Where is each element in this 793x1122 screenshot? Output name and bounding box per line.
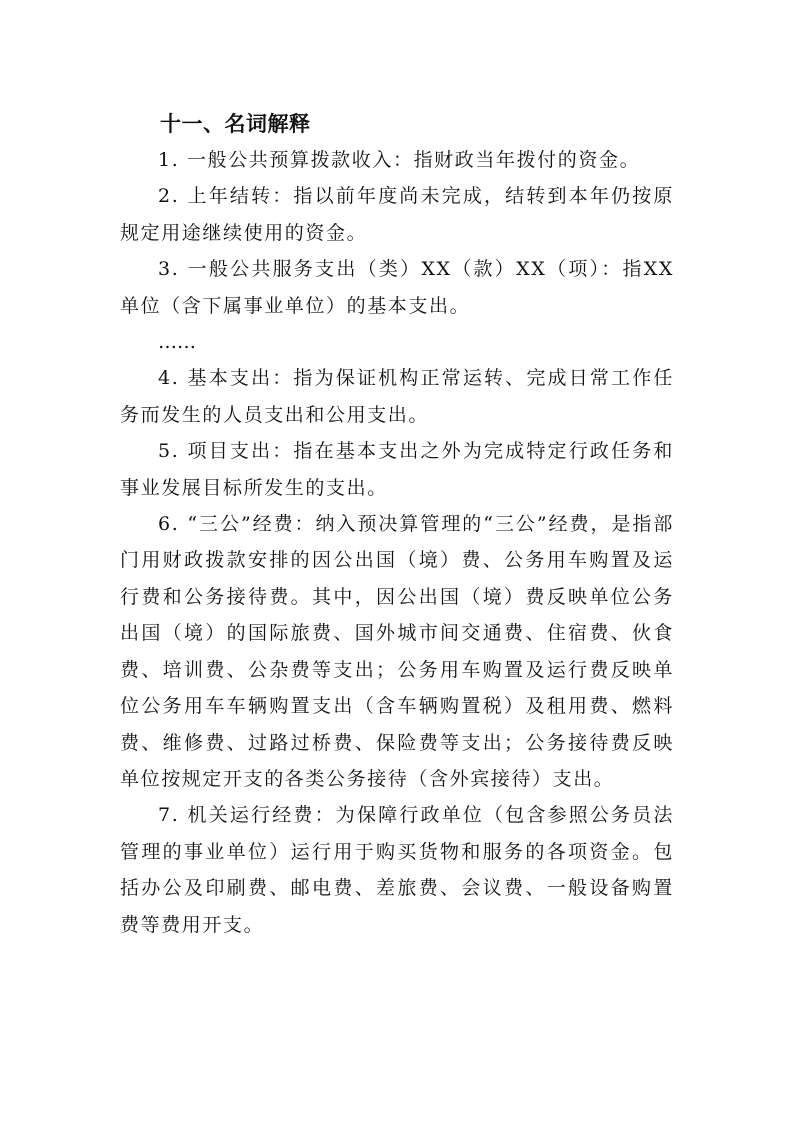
definition-item-1: 1. 一般公共预算拨款收入：指财政当年拨付的资金。	[158, 149, 641, 171]
definition-ellipsis: ……	[158, 331, 196, 354]
definition-item-2: 2. 上年结转：指以前年度尚未完成，结转到本年仍按原规定用途继续使用的资金。	[120, 185, 674, 244]
definitions-body	[120, 142, 674, 943]
definition-item-4: 4. 基本支出：指为保证机构正常运转、完成日常工作任务而发生的人员支出和公用支出。	[120, 367, 674, 426]
definition-item-7: 7. 机关运行经费：为保障行政单位（包含参照公务员法管理的事业单位）运行用于购买货物和服务的各项资金。包括办公及印刷费、邮电费、差旅费、会议费、一般设备购置费等费用开支。	[120, 804, 674, 936]
definition-item-6: 6. “三公”经费：纳入预决算管理的“三公”经费，是指部门用财政拨款安排的因公出国（境）费、公务用车购置及运行费和公务接待费。其中，因公出国（境）费反映单位公务出国（境）的国际旅费、国外城市间交通费、住宿费、伙食费、培训费、公杂费等支出；公务用车购置及运行费反映单位公务用车车辆购置支出（含车辆购置税）及租用费、燃料费、维修费、过路过桥费、保险费等支出；公务接待费反映单位按规定开支的各类公务接待（含外宾接待）支出。	[120, 513, 674, 790]
section-title: 十一、名词解释	[160, 112, 311, 136]
definition-item-5: 5. 项目支出：指在基本支出之外为完成特定行政任务和事业发展目标所发生的支出。	[120, 440, 674, 499]
definition-item-3: 3. 一般公共服务支出（类）XX（款）XX（项）：指XX单位（含下属事业单位）的基本支出。	[120, 258, 674, 317]
